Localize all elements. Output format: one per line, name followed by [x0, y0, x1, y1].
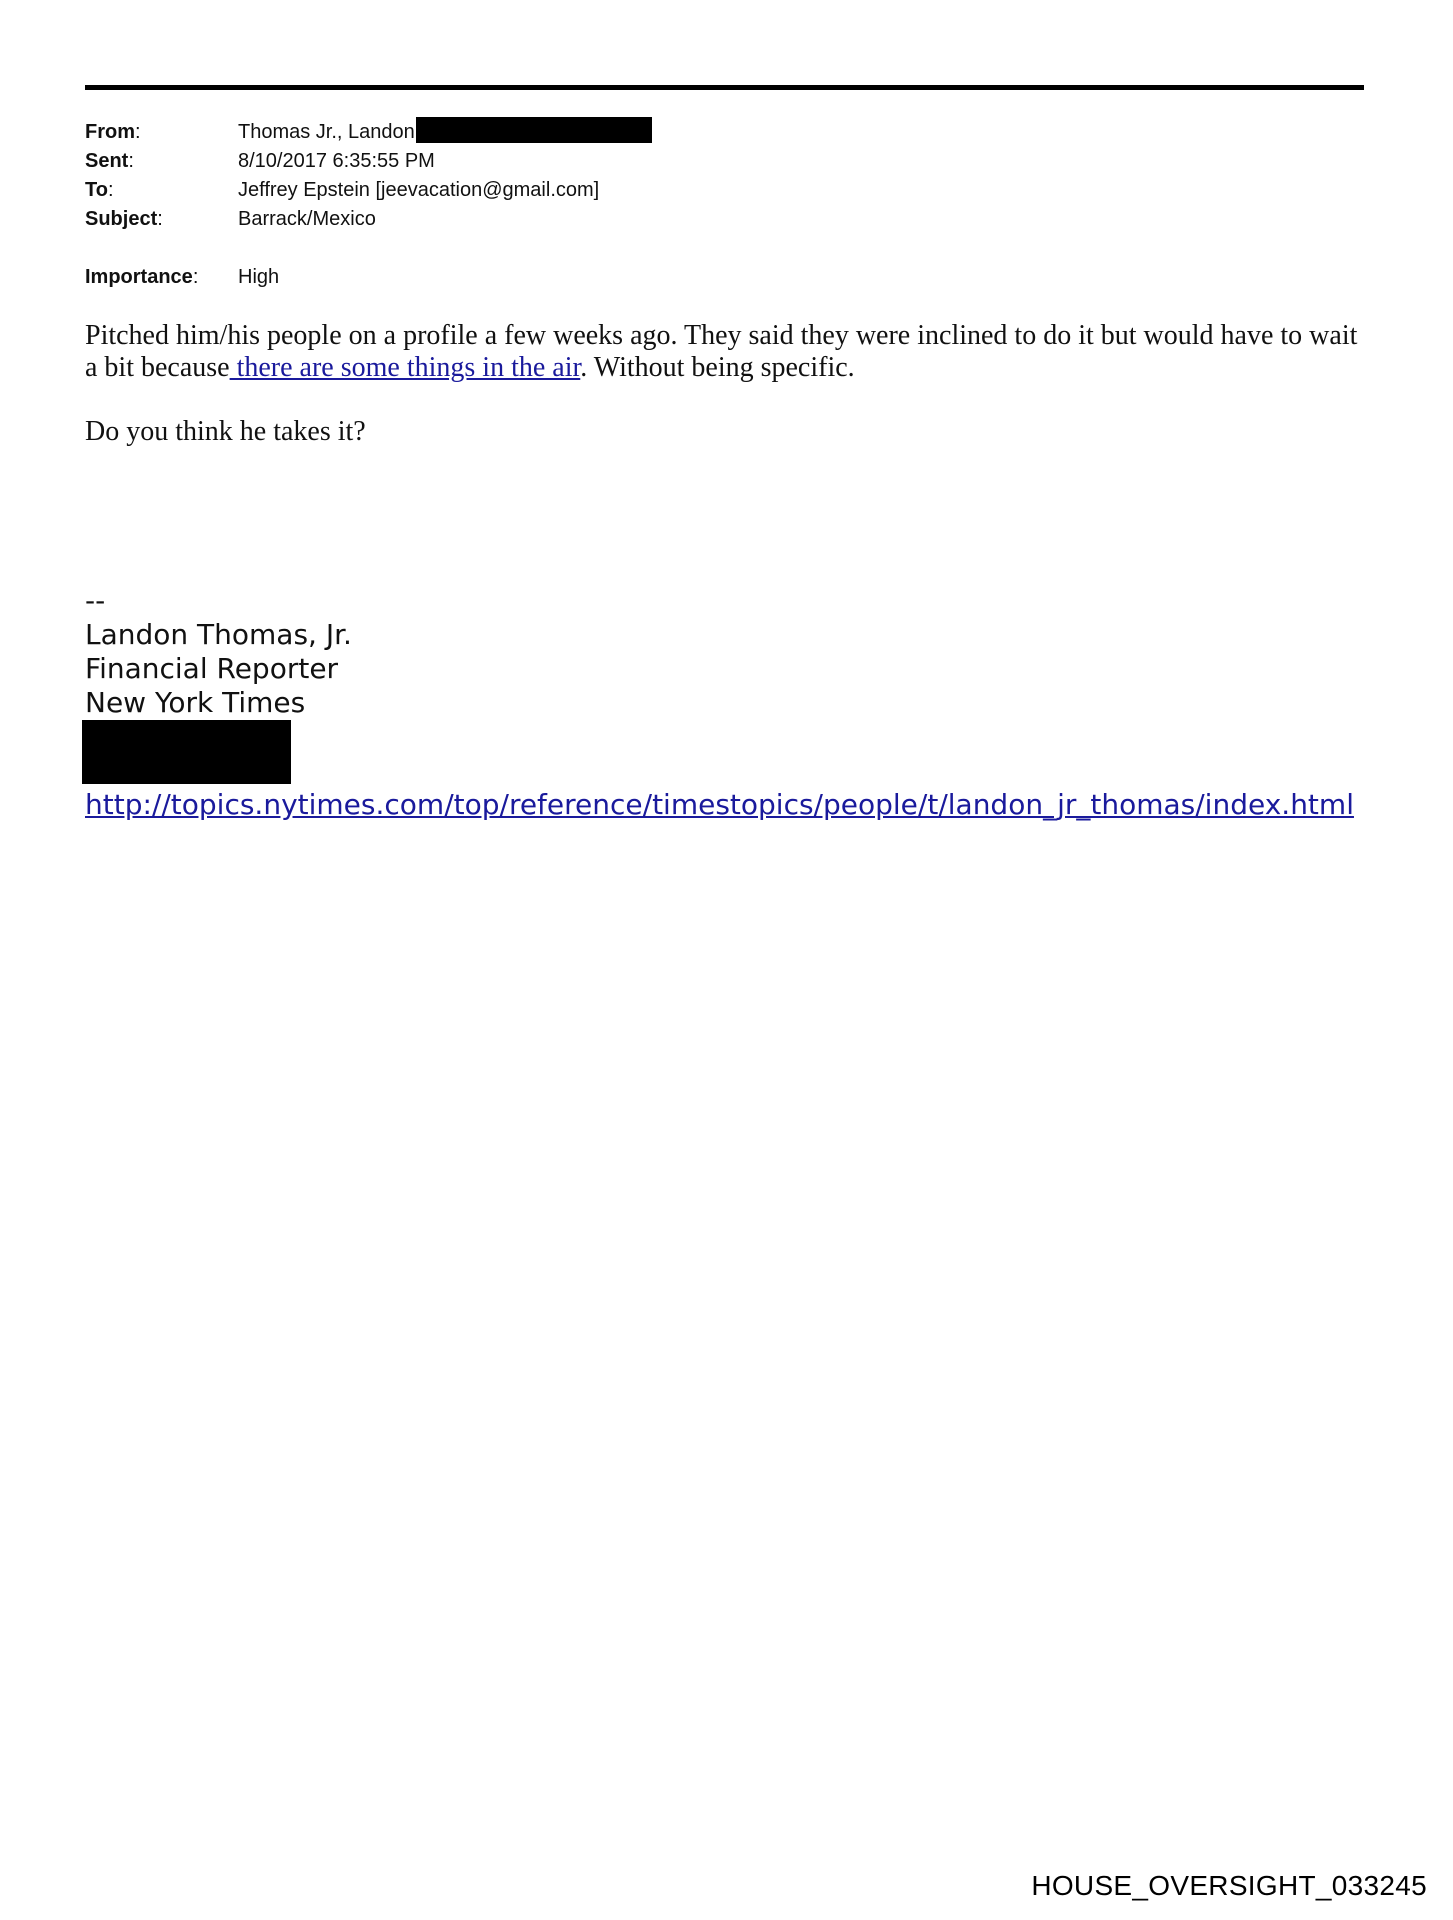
to-label: To: — [85, 179, 114, 201]
sent-row — [85, 147, 652, 176]
body-paragraph-1-text: Pitched him/his people on a profile a few weeks ago. They said they were inclined to do it but would have to wait a bit because — [85, 320, 1358, 383]
from-row — [85, 117, 652, 147]
signature-dashes: -- — [85, 584, 106, 617]
to-value: Jeffrey Epstein [jeevacation@gmail.com] — [238, 179, 600, 201]
signature-block — [85, 584, 352, 720]
subject-value: Barrack/Mexico — [238, 208, 376, 230]
importance-label: Importance: — [85, 266, 199, 288]
document-id: HOUSE_OVERSIGHT_033245 — [1031, 1870, 1427, 1901]
signature-name: Landon Thomas, Jr. — [85, 618, 352, 651]
body-paragraph-1-tail: . Without being specific. — [580, 352, 855, 383]
importance-row — [85, 263, 652, 292]
body-paragraph-1 — [85, 320, 1375, 384]
header-rule — [85, 85, 1364, 90]
signature-url-link[interactable]: http://topics.nytimes.com/top/reference/timestopics/people/t/landon_jr_thomas/index.html — [85, 788, 1354, 821]
signature-title: Financial Reporter — [85, 652, 339, 685]
to-row — [85, 176, 652, 205]
from-label: From: — [85, 121, 141, 143]
signature-org: New York Times — [85, 686, 306, 719]
redaction-bar — [416, 117, 652, 143]
subject-row — [85, 205, 652, 234]
sent-label: Sent: — [85, 150, 134, 172]
sent-value: 8/10/2017 6:35:55 PM — [238, 150, 435, 172]
from-value: Thomas Jr., Landon — [238, 117, 652, 147]
body-inline-link[interactable]: there are some things in the air — [229, 352, 581, 383]
email-body — [85, 320, 1375, 480]
subject-label: Subject: — [85, 208, 163, 230]
body-paragraph-2: Do you think he takes it? — [85, 416, 366, 447]
email-header — [85, 117, 652, 292]
importance-value: High — [238, 266, 280, 288]
redaction-block — [82, 720, 291, 784]
